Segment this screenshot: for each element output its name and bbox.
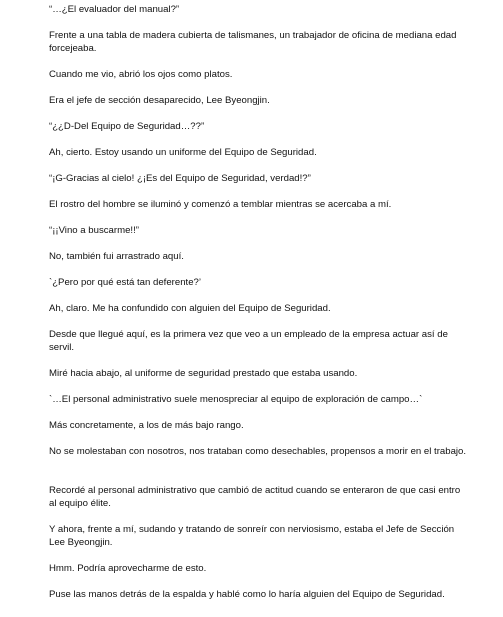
paragraph-6: Ah, cierto. Estoy usando un uniforme del Equipo de Seguridad. — [49, 147, 317, 158]
paragraph-17: No se molestaban con nosotros, nos trataban como desechables, propensos a morir en el trabajo. — [49, 446, 467, 457]
paragraph-2: Frente a una tabla de madera cubierta de talismanes, un trabajador de oficina de mediana edad forcejeaba. — [49, 30, 457, 54]
paragraph-18: Recordé al personal administrativo que cambió de actitud cuando se enteraron de que casi entro al equipo élite. — [49, 485, 461, 509]
paragraph-8: El rostro del hombre se iluminó y comenzó a temblar mientras se acercaba a mí. — [49, 199, 392, 210]
paragraph-1: “…¿El evaluador del manual?” — [49, 4, 180, 15]
paragraph-10: No, también fui arrastrado aquí. — [49, 251, 184, 262]
paragraph-15: `…El personal administrativo suele menospreciar al equipo de exploración de campo…` — [49, 394, 423, 405]
paragraph-11: `¿Pero por qué está tan deferente?’ — [49, 277, 201, 288]
paragraph-16: Más concretamente, a los de más bajo rango. — [49, 420, 244, 431]
paragraph-12: Ah, claro. Me ha confundido con alguien del Equipo de Seguridad. — [49, 303, 331, 314]
paragraph-19: Y ahora, frente a mí, sudando y tratando de sonreír con nerviosismo, estaba el Jefe de Sección Lee Byeongjin. — [49, 524, 455, 548]
paragraph-20: Hmm. Podría aprovecharme de esto. — [49, 563, 207, 574]
paragraph-9: “¡¡Vino a buscarme!!” — [49, 225, 139, 236]
paragraph-13: Desde que llegué aquí, es la primera vez que veo a un empleado de la empresa actuar así de servil. — [49, 329, 448, 353]
paragraph-4: Era el jefe de sección desaparecido, Lee Byeongjin. — [49, 95, 270, 106]
paragraph-14: Miré hacia abajo, al uniforme de seguridad prestado que estaba usando. — [49, 368, 358, 379]
paragraph-7: “¡G-Gracias al cielo! ¿¡Es del Equipo de Seguridad, verdad!?” — [49, 173, 311, 184]
paragraph-5: “¿¿D-Del Equipo de Seguridad…??” — [49, 121, 205, 132]
paragraph-21: Puse las manos detrás de la espalda y hablé como lo haría alguien del Equipo de Seguridad. — [49, 589, 445, 600]
paragraph-3: Cuando me vio, abrió los ojos como platos. — [49, 69, 233, 80]
